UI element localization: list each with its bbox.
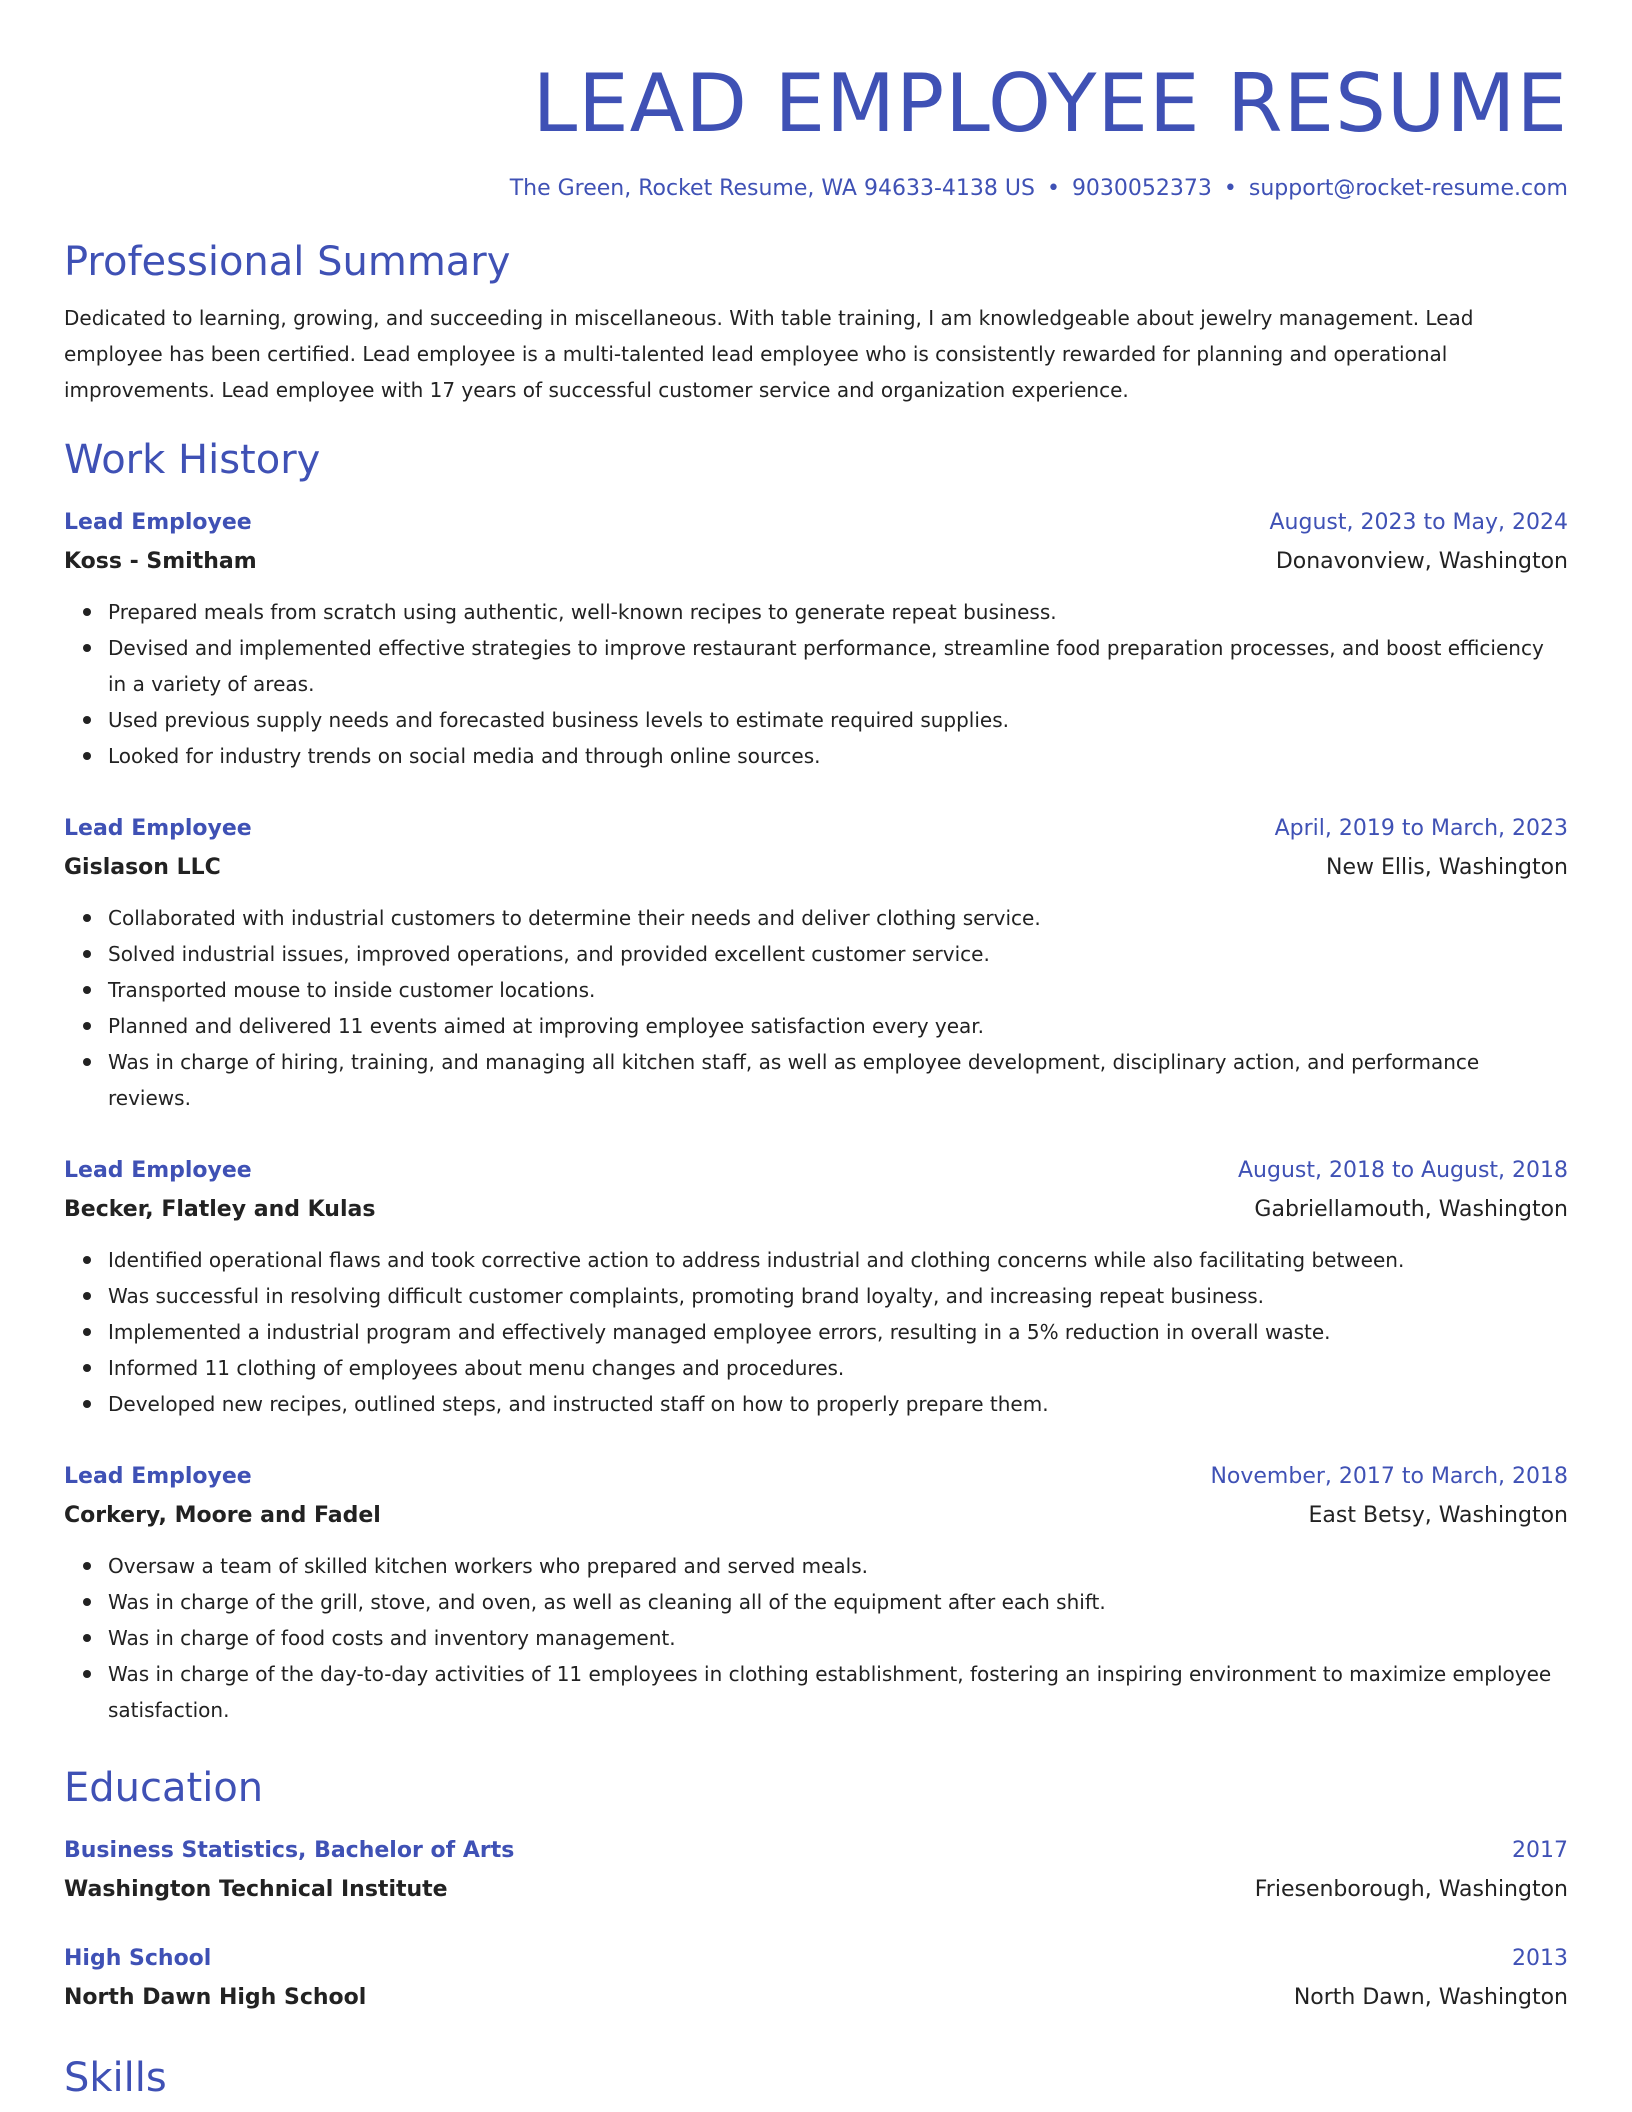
education-year: 2017 (1512, 1838, 1568, 1863)
job-dates: August, 2023 to May, 2024 (1269, 510, 1568, 535)
job-entry (64, 1458, 1568, 1728)
bullet-item: Used previous supply needs and forecasted business levels to estimate required supplies. (108, 702, 1568, 738)
bullet-item: Solved industrial issues, improved operations, and provided excellent customer service. (108, 936, 1568, 972)
education-entry (64, 1940, 1568, 2018)
job-location: Gabriellamouth, Washington (1254, 1197, 1568, 1222)
education-degree: High School (64, 1946, 212, 1971)
job-location: Donavonview, Washington (1275, 549, 1568, 574)
job-location: New Ellis, Washington (1326, 855, 1568, 880)
job-bullets (64, 1548, 1568, 1728)
resume-title: LEAD EMPLOYEE RESUME (532, 57, 1568, 150)
contact-email[interactable]: support@rocket-resume.com (1248, 176, 1568, 201)
education-degree: Business Statistics, Bachelor of Arts (64, 1838, 515, 1863)
job-role: Lead Employee (64, 510, 252, 535)
job-dates: November, 2017 to March, 2018 (1210, 1464, 1568, 1489)
bullet-item: Transported mouse to inside customer locations. (108, 972, 1568, 1008)
job-company: Koss - Smitham (64, 549, 257, 574)
job-dates: August, 2018 to August, 2018 (1238, 1158, 1568, 1183)
bullet-item: Devised and implemented effective strategies to improve restaurant performance, streamline food preparation processes, and boost efficiency in a variety of areas. (108, 630, 1568, 702)
bullet-item: Was successful in resolving difficult customer complaints, promoting brand loyalty, and increasing repeat business. (108, 1278, 1568, 1314)
education-location: Friesenborough, Washington (1254, 1877, 1568, 1902)
education-school: North Dawn High School (64, 1985, 367, 2010)
bullet-item: Was in charge of food costs and inventory management. (108, 1620, 1568, 1656)
section-title-skills: Skills (64, 2055, 167, 2101)
contact-separator: • (1046, 176, 1060, 201)
contact-separator: • (1223, 176, 1237, 201)
bullet-item: Informed 11 clothing of employees about menu changes and procedures. (108, 1350, 1568, 1386)
job-location: East Betsy, Washington (1308, 1503, 1568, 1528)
bullet-item: Was in charge of hiring, training, and managing all kitchen staff, as well as employee development, disciplinary action, and performance reviews. (108, 1044, 1568, 1116)
job-role: Lead Employee (64, 816, 252, 841)
section-title-summary: Professional Summary (64, 239, 511, 285)
job-dates: April, 2019 to March, 2023 (1274, 816, 1568, 841)
job-entry (64, 504, 1568, 774)
bullet-item: Looked for industry trends on social media and through online sources. (108, 738, 1568, 774)
section-title-education: Education (64, 1765, 264, 1811)
resume-header (64, 0, 1568, 204)
job-role: Lead Employee (64, 1464, 252, 1489)
job-bullets (64, 1242, 1568, 1422)
bullet-item: Developed new recipes, outlined steps, and instructed staff on how to properly prepare them. (108, 1386, 1568, 1422)
job-entry (64, 810, 1568, 1116)
bullet-item: Collaborated with industrial customers to determine their needs and deliver clothing service. (108, 900, 1568, 936)
job-role: Lead Employee (64, 1158, 252, 1183)
bullet-item: Identified operational flaws and took corrective action to address industrial and clothing concerns while also facilitating between. (108, 1242, 1568, 1278)
bullet-item: Planned and delivered 11 events aimed at improving employee satisfaction every year. (108, 1008, 1568, 1044)
bullet-item: Implemented a industrial program and effectively managed employee errors, resulting in a 5% reduction in overall waste. (108, 1314, 1568, 1350)
job-bullets (64, 900, 1568, 1116)
contact-address: The Green, Rocket Resume, WA 94633-4138 US (509, 176, 1035, 201)
summary-text: Dedicated to learning, growing, and succeeding in miscellaneous. With table training, I am knowledgeable about jewelry management. Lead employee has been certified. Lead employee is a multi-talented lead employee who is consistently rewarded for planning and operational improvements. Lead employee with 17 years of successful customer service and organization experience. (64, 306, 1474, 402)
contact-phone: 9030052373 (1071, 176, 1212, 201)
job-entry (64, 1152, 1568, 1422)
education-location: North Dawn, Washington (1293, 1985, 1568, 2010)
bullet-item: Was in charge of the day-to-day activities of 11 employees in clothing establishment, fostering an inspiring environment to maximize employee satisfaction. (108, 1656, 1568, 1728)
bullet-item: Oversaw a team of skilled kitchen workers who prepared and served meals. (108, 1548, 1568, 1584)
bullet-item: Was in charge of the grill, stove, and oven, as well as cleaning all of the equipment after each shift. (108, 1584, 1568, 1620)
education-school: Washington Technical Institute (64, 1877, 448, 1902)
job-bullets (64, 594, 1568, 774)
job-company: Becker, Flatley and Kulas (64, 1197, 376, 1222)
job-company: Gislason LLC (64, 855, 221, 880)
education-year: 2013 (1512, 1946, 1568, 1971)
education-entry (64, 1832, 1568, 1910)
section-title-work-history: Work History (64, 437, 321, 483)
job-company: Corkery, Moore and Fadel (64, 1503, 381, 1528)
contact-line (64, 174, 1568, 204)
bullet-item: Prepared meals from scratch using authentic, well-known recipes to generate repeat business. (108, 594, 1568, 630)
